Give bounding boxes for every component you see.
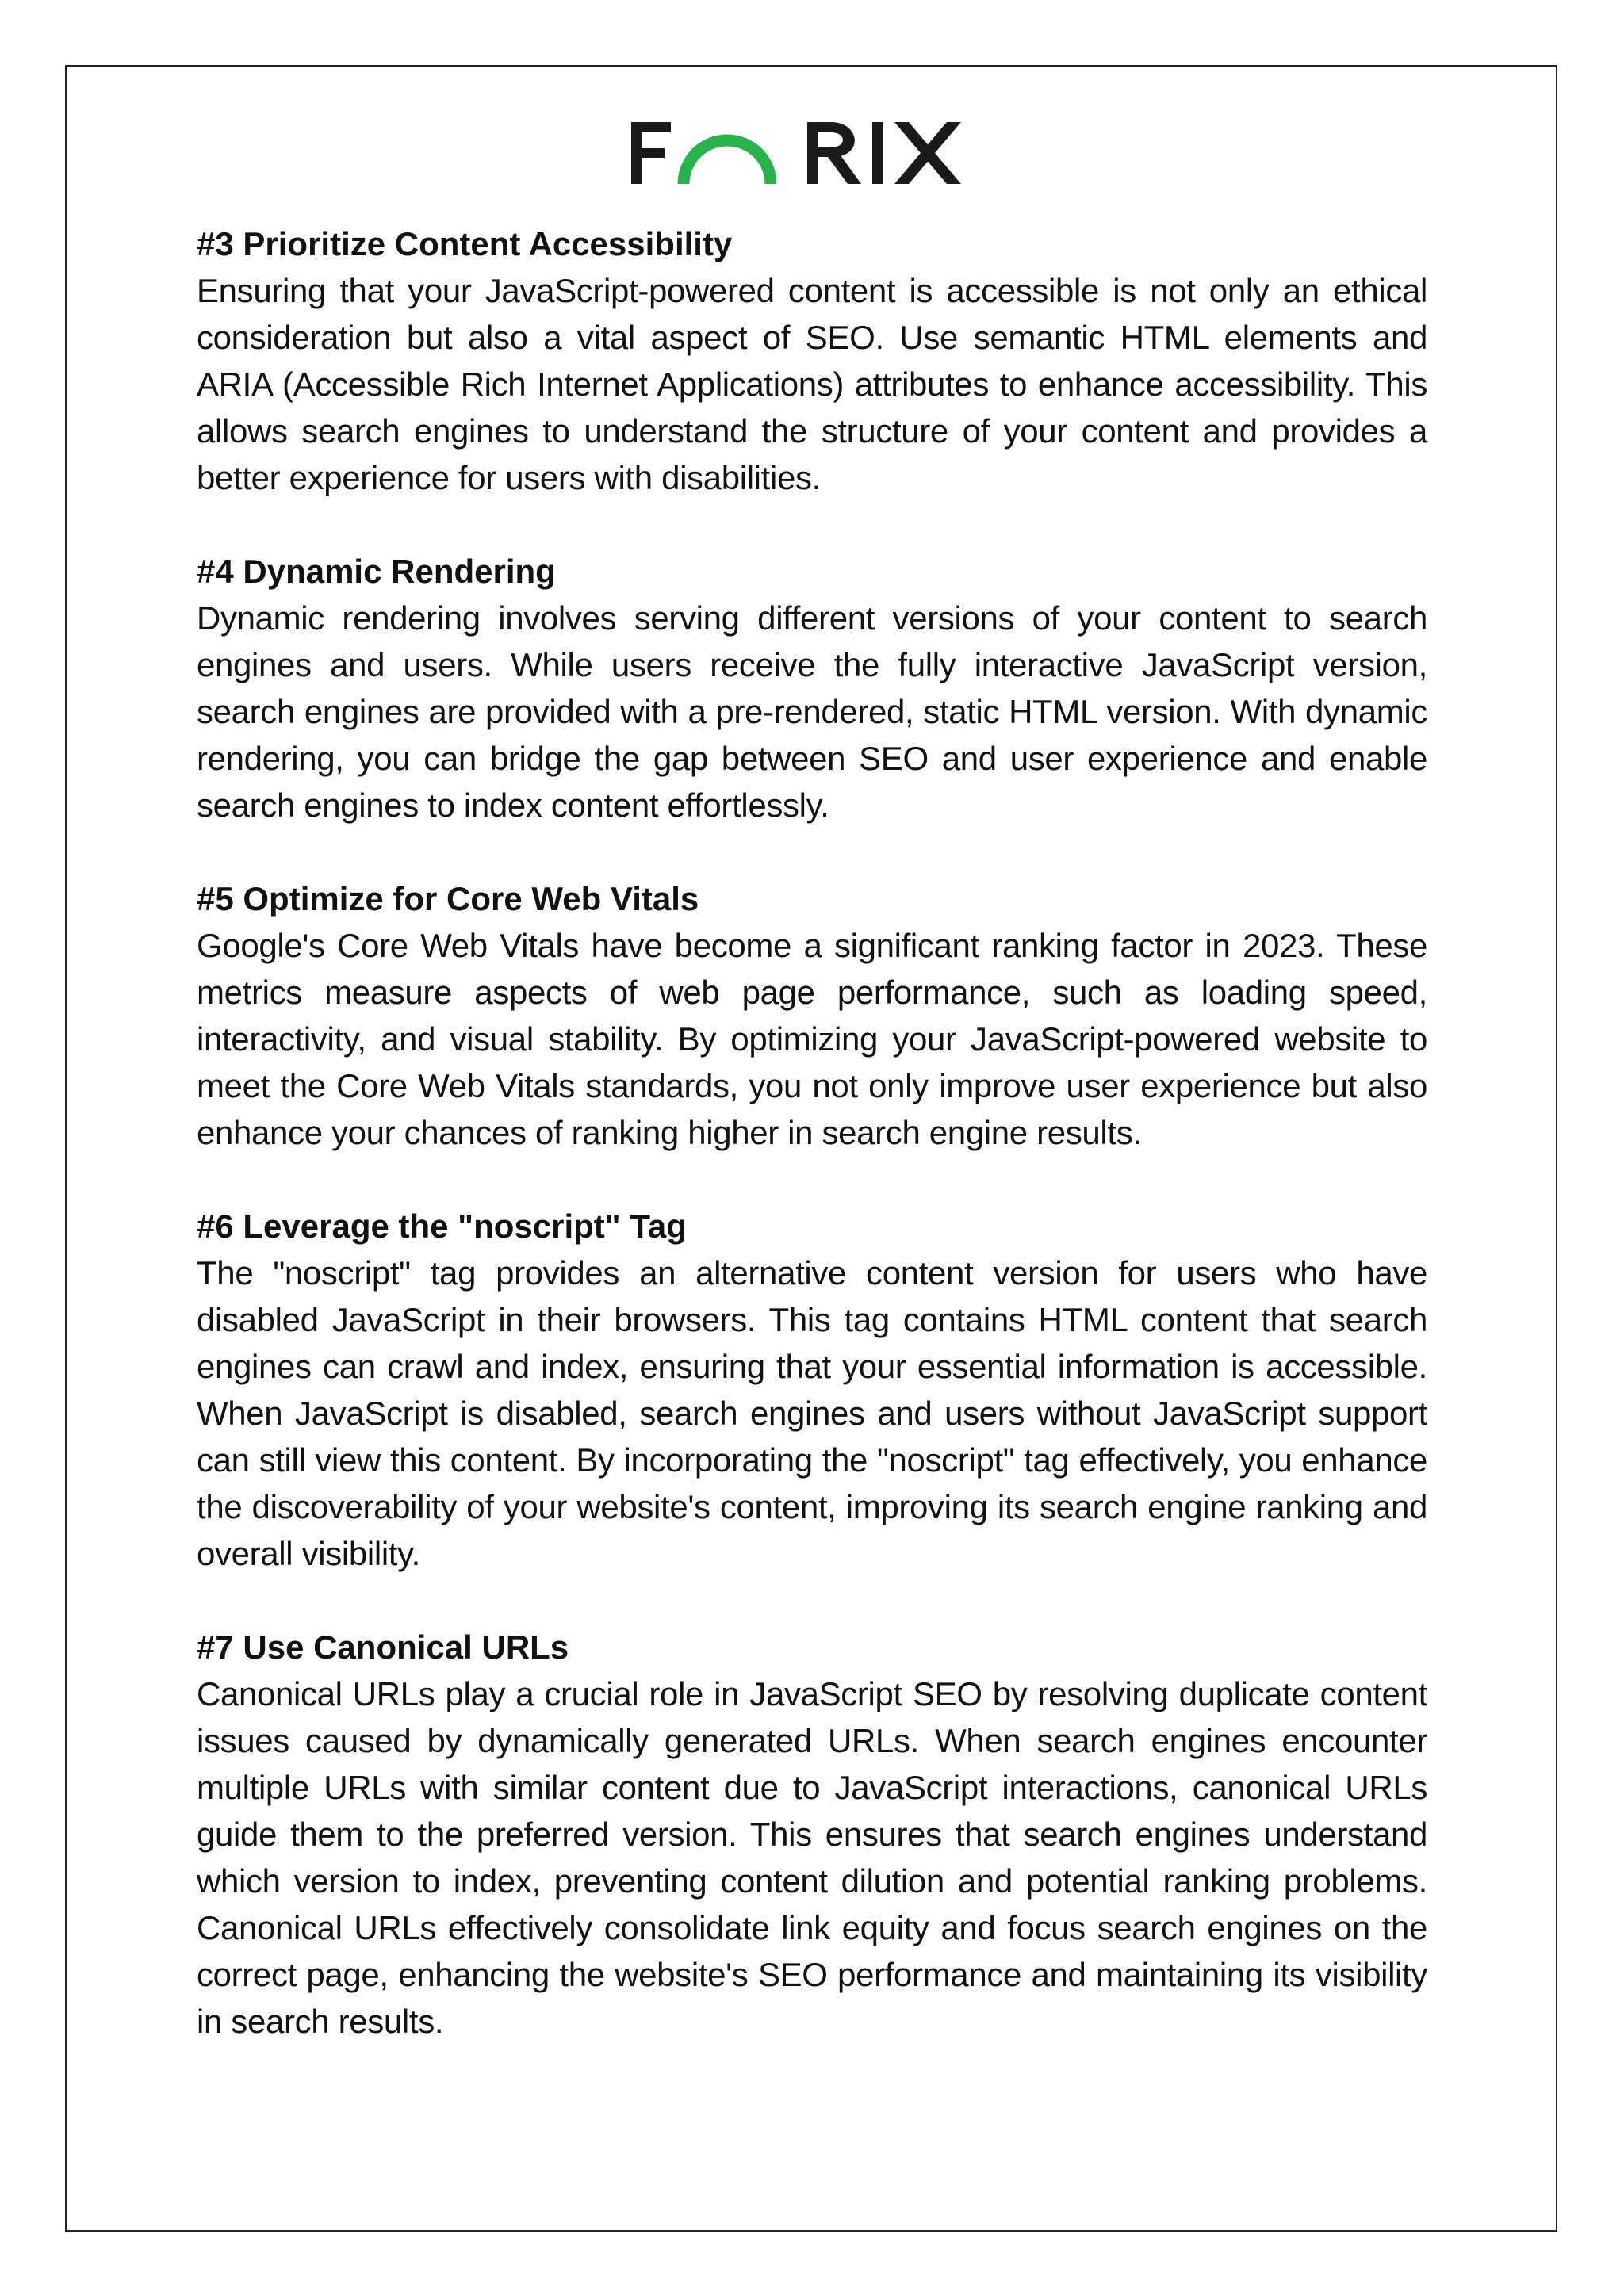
section-body: Google's Core Web Vitals have become a significant ranking factor in 2023. These metrics measure aspects of web page performance, such as loading speed, interactivity, and visual stability. By optimizing your JavaScript-powered website to meet the Core Web Vitals standards, you not only improve user experience but also enhance your chances of ranking higher in search engine results. [197, 927, 1427, 1151]
section-body: Dynamic rendering involves serving different versions of your content to search engines and users. While users receive the fully interactive JavaScript version, search engines are provided with a pre-rendered, static HTML version. With dynamic rendering, you can bridge the gap between SEO and user experience and enable search engines to index content effortlessly. [197, 599, 1427, 824]
section-heading: #3 Prioritize Content Accessibility [197, 225, 733, 262]
section-content-accessibility [197, 220, 1427, 501]
section-heading: #6 Leverage the "noscript" Tag [197, 1207, 687, 1245]
forix-logo [630, 119, 963, 187]
section-body: Ensuring that your JavaScript-powered content is accessible is not only an ethical consideration but also a vital aspect of SEO. Use semantic HTML elements and ARIA (Accessible Rich Internet Applications) attributes to enhance accessibility. This allows search engines to understand the structure of your content and provides a better experience for users with disabilities. [197, 272, 1427, 496]
article-content [197, 220, 1427, 2045]
section-core-web-vitals [197, 875, 1427, 1156]
section-noscript-tag [197, 1203, 1427, 1577]
section-body: The "noscript" tag provides an alternative content version for users who have disabled JavaScript in their browsers. This tag contains HTML content that search engines can crawl and index, ensuring that your essential information is accessible. When JavaScript is disabled, search engines and users without JavaScript support can still view this content. By incorporating the "noscript" tag effectively, you enhance the discoverability of your website's content, improving its search engine ranking and overall visibility. [197, 1254, 1427, 1572]
section-heading: #5 Optimize for Core Web Vitals [197, 880, 699, 917]
section-heading: #7 Use Canonical URLs [197, 1628, 569, 1666]
section-body: Canonical URLs play a crucial role in JavaScript SEO by resolving duplicate content issues caused by dynamically generated URLs. When search engines encounter multiple URLs with similar content due to JavaScript interactions, canonical URLs guide them to the preferred version. This ensures that search engines understand which version to index, preventing content dilution and potential ranking problems. Canonical URLs effectively consolidate link equity and focus search engines on the correct page, enhancing the website's SEO performance and maintaining its visibility in search results. [197, 1675, 1427, 2040]
section-heading: #4 Dynamic Rendering [197, 553, 556, 590]
section-dynamic-rendering [197, 548, 1427, 828]
section-canonical-urls [197, 1624, 1427, 2045]
